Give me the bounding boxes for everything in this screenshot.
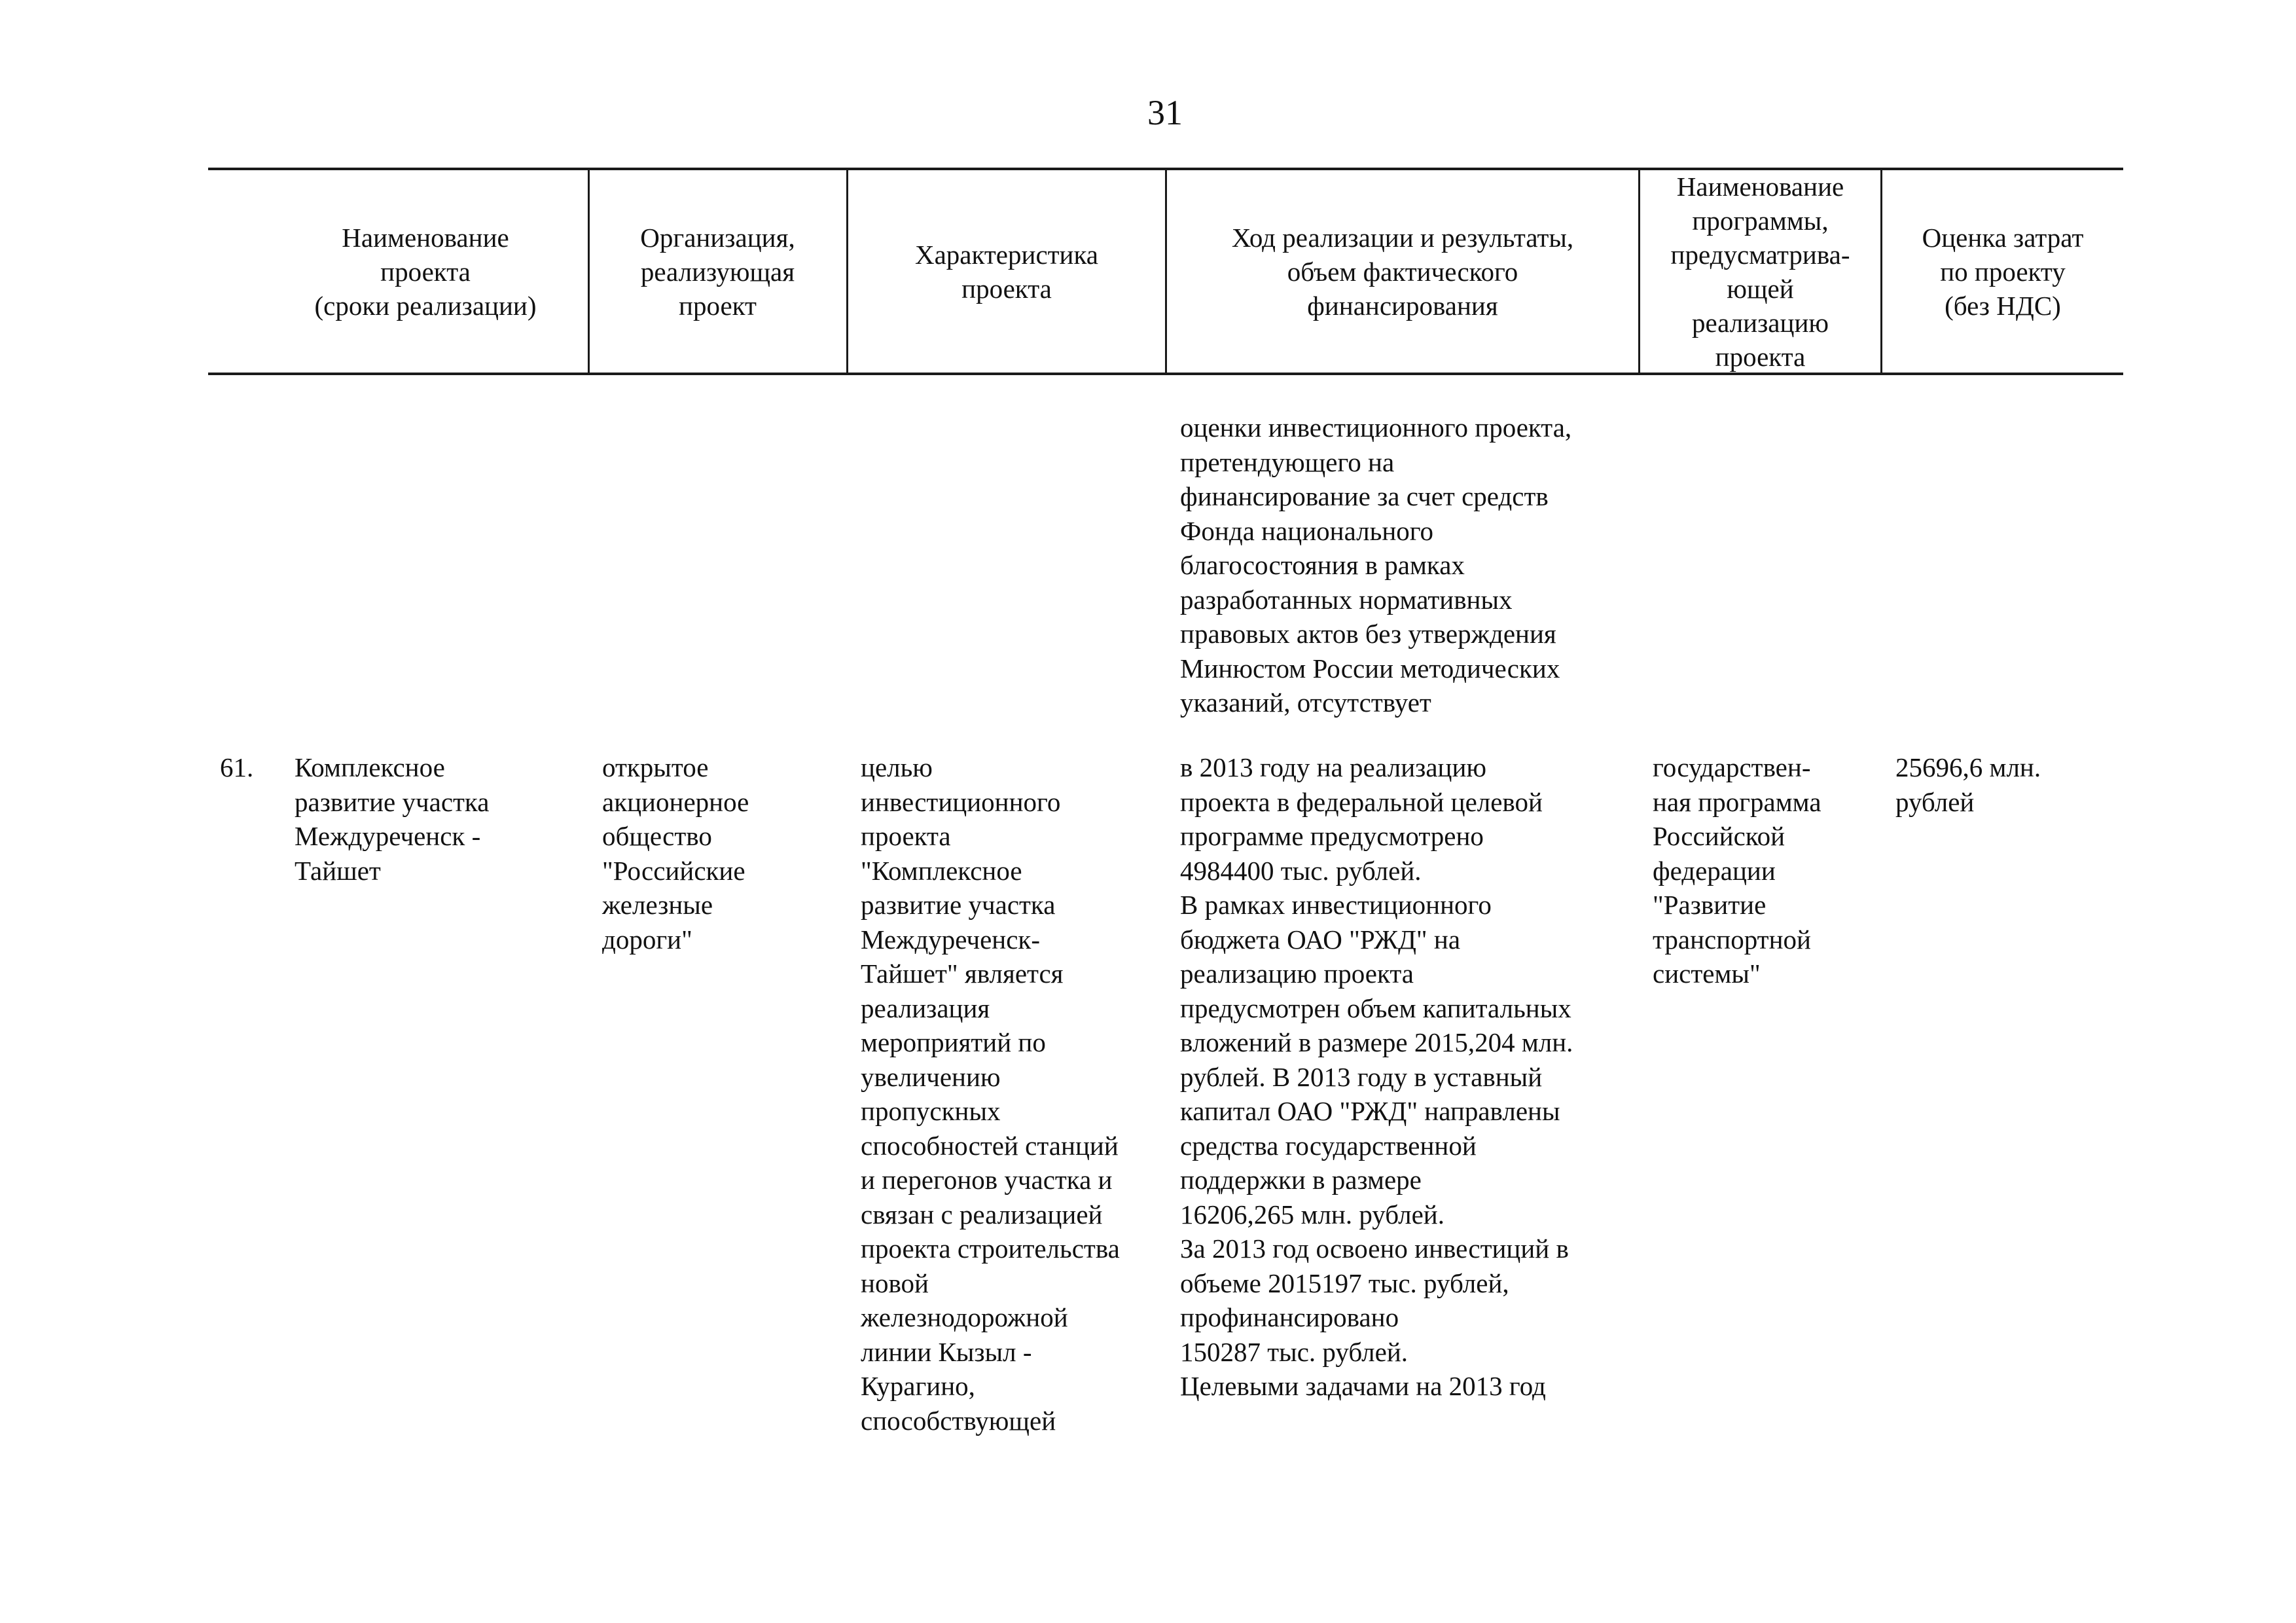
organization-cell: открытое акционерное общество "Российские железные дороги" [602,752,749,955]
header-characteristic: Характеристика проекта [915,240,1098,304]
header-project-name: Наименование проекта (сроки реализации) [314,223,537,321]
header-progress: Ход реализации и результаты, объем фактического финансирования [1231,223,1574,321]
header-organization: Организация, реализующая проект [640,223,795,321]
program-cell: государствен- ная программа Российской федерации "Развитие транспортной системы" [1653,752,1821,989]
row-number: 61. [220,752,254,782]
page-number: 31 [1147,93,1183,132]
header-program: Наименование программы, предусматрива- ющей реализацию проекта [1670,172,1850,372]
project-name-cell: Комплексное развитие участка Междуреченск - Тайшет [295,752,490,886]
continuation-progress-cell: оценки инвестиционного проекта, претендующего на финансирование за счет средств Фонда национального благосостояния в рамках разработанных нормативных правовых актов без утверждения Минюстом России методических указаний, отсутствует [1180,412,1572,718]
characteristic-cell: целью инвестиционного проекта "Комплексное развитие участка Междуреченск- Тайшет" является реализация мероприятий по увеличению пропускных способностей станций и перегонов участка и связан с реализацией проекта строительства новой железнодорожной линии Кызыл - Курагино, способствующей [861,752,1120,1436]
progress-cell: в 2013 году на реализацию проекта в федеральной целевой программе предусмотрено 4984400 тыс. рублей. В рамках инвестиционного бюджета ОАО "РЖД" на реализацию проекта предусмотрен объем капитальных вложений в размере 2015,204 млн. рублей. В 2013 году в уставный капитал ОАО "РЖД" направлены средства государственной поддержки в размере 16206,265 млн. рублей. За 2013 год освоено инвестиций в объеме 2015197 тыс. рублей, профинансировано 150287 тыс. рублей. Целевыми задачами на 2013 год [1180,752,1573,1401]
cost-cell: 25696,6 млн. рублей [1895,752,2041,817]
header-cost: Оценка затрат по проекту (без НДС) [1922,223,2084,321]
